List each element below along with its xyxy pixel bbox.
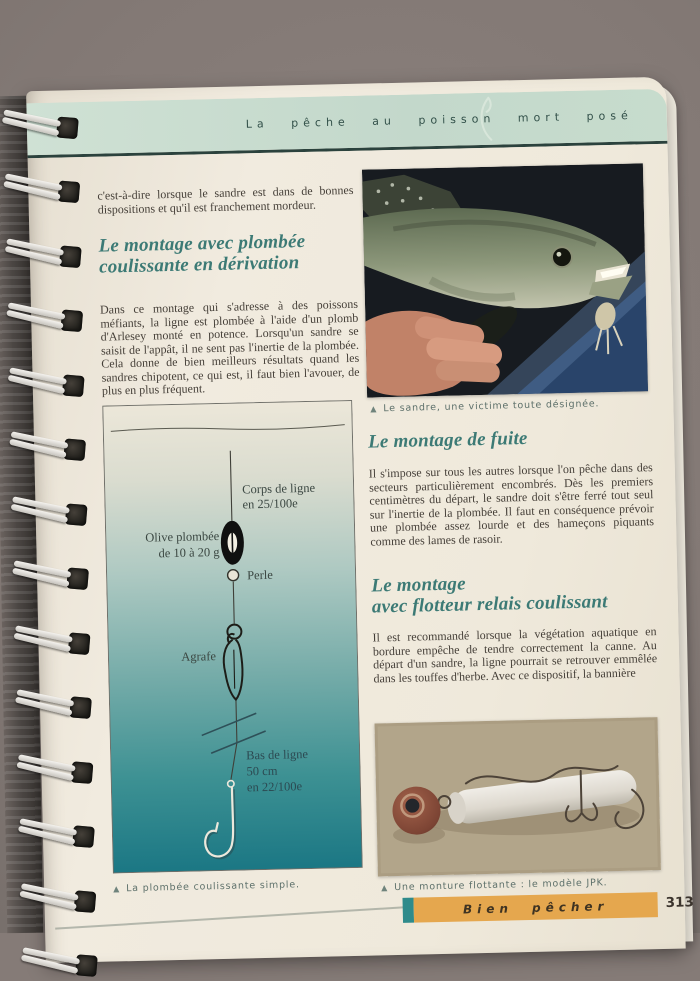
book-page <box>26 77 686 963</box>
punch-hole <box>75 954 98 977</box>
punch-hole <box>60 309 83 332</box>
rig-diagram-illustration <box>102 400 363 874</box>
spiral-binding-loop <box>32 181 89 206</box>
punch-hole <box>58 180 81 203</box>
paragraph-fuite: Il s'impose sur tous les autres lorsque l'on pêche dans des secteurs particulièrement encombrés. Dès les premiers centimètres du départ, le sandre doit s'être ferré tout seul sur l'inertie de la plombée. Il faut en conséquence prévoir une plombée assez lourde et des hameçons piquants comme des lames de rasoir. <box>369 461 655 548</box>
punch-hole <box>72 825 95 848</box>
lure-photo-caption-text: Une monture flottante : le modèle JPK. <box>394 877 607 893</box>
rig-diagram-figure <box>102 400 363 874</box>
punch-hole <box>59 245 82 268</box>
section-heading-flotteur-line2: avec flotteur relais coulissant <box>372 590 656 617</box>
spiral-binding-loop <box>41 568 98 593</box>
spiral-binding-loop <box>34 246 91 271</box>
punch-hole <box>63 438 86 461</box>
section-heading-flotteur <box>371 569 656 617</box>
spiral-binding-loop <box>31 117 88 142</box>
diagram-caption-text: La plombée coulissante simple. <box>126 879 300 894</box>
punch-hole <box>74 890 97 913</box>
spiral-binding-loop <box>38 439 95 464</box>
sandre-photo-illustration <box>362 163 648 397</box>
page-number: 313 <box>665 894 694 911</box>
punch-hole <box>71 761 94 784</box>
spiral-binding-loop <box>47 826 104 851</box>
sandre-photo-caption <box>370 398 599 414</box>
label-leader-3: en 22/100e <box>247 779 303 794</box>
sandre-photo-caption-text: Le sandre, une victime toute désignée. <box>383 398 599 414</box>
punch-hole <box>69 696 92 719</box>
footer-accent-square <box>402 898 414 923</box>
punch-hole <box>66 567 89 590</box>
section-heading-plombee <box>98 230 355 278</box>
spiral-binding-loop <box>45 762 102 787</box>
diagram-caption <box>113 879 300 894</box>
punch-hole <box>68 632 91 655</box>
bead-icon <box>227 570 238 581</box>
paragraph-plombee: Dans ce montage qui s'adresse à des poissons méfiants, la ligne est plombée à l'aide d'un plomb d'Arlesey monté en potence. Lorsqu'un sandre se saisit de l'appât, il ne sent pas l'inertie de la plombée. Cela donne de bien meilleurs résultats quand les sandres chipotent, ce qui est, il faut bien l'avouer, de plus en plus fréquent. <box>100 298 360 398</box>
chapter-header-band <box>26 89 667 159</box>
paragraph-intro: c'est-à-dire lorsque le sandre est dans de bonnes dispositions et qu'il est franchement mordeur. <box>97 184 354 217</box>
section-heading-flotteur-line1: Le montage <box>371 569 655 596</box>
spiral-binding-loop <box>39 504 96 529</box>
label-leader: Bas de ligne <box>246 747 309 762</box>
label-leader-2: 50 cm <box>246 764 277 779</box>
punch-hole <box>65 503 88 526</box>
footer-banner: Bien pêcher <box>413 892 658 923</box>
caption-triangle-icon: ▲ <box>370 404 377 413</box>
section-heading-plombee-line2: coulissante en dérivation <box>99 251 355 278</box>
label-main-line: Corps de ligne <box>242 481 316 497</box>
spiral-binding-loop <box>35 310 92 335</box>
section-heading-fuite-text: Le montage de fuite <box>368 425 652 452</box>
label-olive-2: de 10 à 20 g <box>158 545 220 560</box>
sandre-photo <box>362 163 648 397</box>
chapter-title: La pêche au poisson mort posé <box>246 109 633 131</box>
spiral-binding-loop <box>48 891 105 916</box>
punch-hole <box>56 117 79 140</box>
caption-triangle-icon: ▲ <box>381 883 388 892</box>
caption-triangle-icon: ▲ <box>113 884 120 893</box>
spiral-binding-loop <box>42 633 99 658</box>
spiral-binding <box>26 90 106 963</box>
lure-photo-caption <box>381 877 607 893</box>
lure-photo <box>375 717 661 876</box>
label-main-line-2: en 25/100e <box>242 496 298 511</box>
spiral-binding-loop <box>44 697 101 722</box>
spiral-binding-loop <box>37 375 94 400</box>
section-heading-plombee-line1: Le montage avec plombée <box>98 230 354 257</box>
under-page-line <box>55 906 410 929</box>
section-heading-fuite <box>368 425 652 452</box>
paragraph-flotteur: Il est recommandé lorsque la végétation aquatique en bordure empêche de tendre correctement la canne. Au départ d'un sandre, la ligne pourrait se retrouver emmêlée dans les touffes d'herbe. Avec ce dispositif, la bannière <box>372 625 657 685</box>
label-olive: Olive plombée <box>145 529 220 545</box>
spiral-binding-loop <box>50 955 107 980</box>
lure-photo-illustration <box>375 717 661 876</box>
punch-hole <box>62 374 85 397</box>
label-bead: Perle <box>247 568 273 583</box>
label-snap: Agrafe <box>181 649 216 664</box>
